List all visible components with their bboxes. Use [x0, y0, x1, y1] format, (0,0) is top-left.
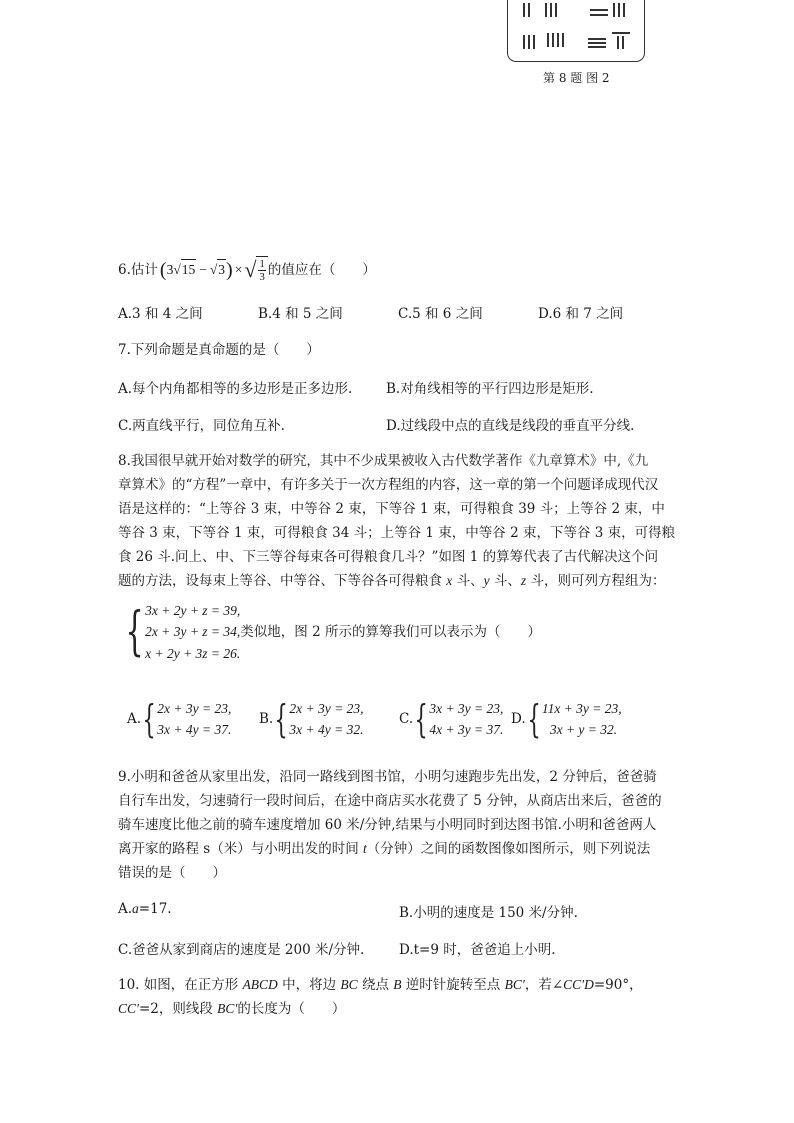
q7-option-d[interactable]: D.过线段中点的直线是线段的垂直平分线.: [386, 418, 635, 434]
q9-option-d[interactable]: D.t=9 时，爸爸追上小明.: [399, 942, 556, 958]
q8-option-a[interactable]: A. { 2x + 3y = 23, 3x + 4y = 37.: [127, 697, 232, 741]
q8-line-6: 题的方法，设每束上等谷、中等谷、下等谷各可得粮食 x 斗、y 斗、z 斗，则可列方程组为：: [118, 573, 666, 589]
sqrt-icon: √: [173, 261, 181, 277]
q9-line-2: 自行车出发，匀速骑行一段时间后，在途中商店买水花费了 5 分钟，从商店出来后，爸爸的: [118, 793, 662, 809]
q6-expression: ( 3 √ 15 − √ 3 ) × √ 1 3: [160, 256, 268, 283]
q8-line-3: 语是这样的：“上等谷 3 束，中等谷 2 束，下等谷 1 束，可得粮食 39 斗；上等谷 2 束，中: [118, 501, 665, 517]
q9-line-1: 9.小明和爸爸从家里出发，沿同一路线到图书馆，小明匀速跑步先出发，2 分钟后，爸爸骑: [118, 769, 657, 785]
q6-stem: 6.估计 ( 3 √ 15 − √ 3 ) × √ 1 3 的值应在（ ）: [118, 256, 376, 283]
q8-line-4: 等谷 3 束，下等谷 1 束，可得粮食 34 斗；上等谷 1 束，中等谷 2 束，下等谷 3 束，可得粮: [118, 525, 676, 541]
q8-line-5: 食 26 斗.问上、中、下三等谷每束各可得粮食几斗？”如图 1 的算筹代表了古代解决这个问: [118, 549, 659, 565]
figure-caption: 第 8 题 图 2: [543, 71, 610, 85]
counting-rods-figure: [507, 0, 645, 62]
q9-line-3: 骑车速度比他之前的骑车速度增加 60 米/分钟,结果与小明同时到达图书馆.小明和爸爸两人: [118, 817, 657, 833]
q7-option-b[interactable]: B.对角线相等的平行四边形是矩形.: [386, 381, 594, 397]
q10-line-1: 10. 如图，在正方形 ABCD 中，将边 BC 绕点 B 逆时针旋转至点 BC′，若∠CC′D=90°，: [118, 977, 643, 993]
brace-icon: {: [527, 697, 541, 741]
q6-option-a[interactable]: A.3 和 4 之间: [118, 306, 203, 322]
brace-icon: {: [142, 697, 156, 741]
q7-option-a[interactable]: A.每个内角都相等的多边形是正多边形.: [118, 381, 353, 397]
q10-line-2: CC′=2，则线段 BC′的长度为（ ）: [118, 1001, 346, 1017]
q8-option-d[interactable]: D. { 11x + 3y = 23, 3x + y = 32.: [511, 697, 622, 741]
q9-option-a[interactable]: A.a=17.: [118, 901, 172, 917]
brace-icon: {: [274, 697, 288, 741]
q6-option-d[interactable]: D.6 和 7 之间: [538, 306, 624, 322]
q8-line-1: 8.我国很早就开始对数学的研究，其中不少成果被收入古代数学著作《九章算术》中,《九: [118, 453, 649, 469]
sqrt-icon: √: [209, 261, 218, 277]
fraction: 1 3: [256, 256, 268, 283]
q8-option-c[interactable]: C. { 3x + 3y = 23, 4x + 3y = 37.: [399, 697, 504, 741]
q6-option-c[interactable]: C.5 和 6 之间: [398, 306, 483, 322]
brace-icon: {: [414, 697, 428, 741]
q6-option-b[interactable]: B.4 和 5 之间: [258, 306, 343, 322]
brace-icon: {: [125, 602, 144, 662]
q7-option-c[interactable]: C.两直线平行，同位角互补.: [118, 418, 285, 434]
q9-line-5: 错误的是（ ）: [118, 865, 226, 881]
q8-equation-system: { 3x + 2y + z = 39, 2x + 3y + z = 34,类似地，图 2 所示的算筹我们可以表示为（ ） x + 2y + 3z = 26.: [125, 602, 541, 662]
sqrt-icon: √: [244, 256, 257, 282]
q9-line-4: 离开家的路程 s（米）与小明出发的时间 t（分钟）之间的函数图像如图所示，则下列说法: [118, 841, 651, 857]
q9-option-c[interactable]: C.爸爸从家到商店的速度是 200 米/分钟.: [118, 942, 365, 958]
q8-line-2: 章算术》的“方程”一章中，有许多关于一次方程组的内容，这一章的第一个问题译成现代汉: [118, 477, 659, 493]
q9-option-b[interactable]: B.小明的速度是 150 米/分钟.: [399, 905, 578, 921]
q8-option-b[interactable]: B. { 2x + 3y = 23, 3x + 4y = 32.: [259, 697, 364, 741]
q7-stem: 7.下列命题是真命题的是（ ）: [118, 342, 320, 358]
